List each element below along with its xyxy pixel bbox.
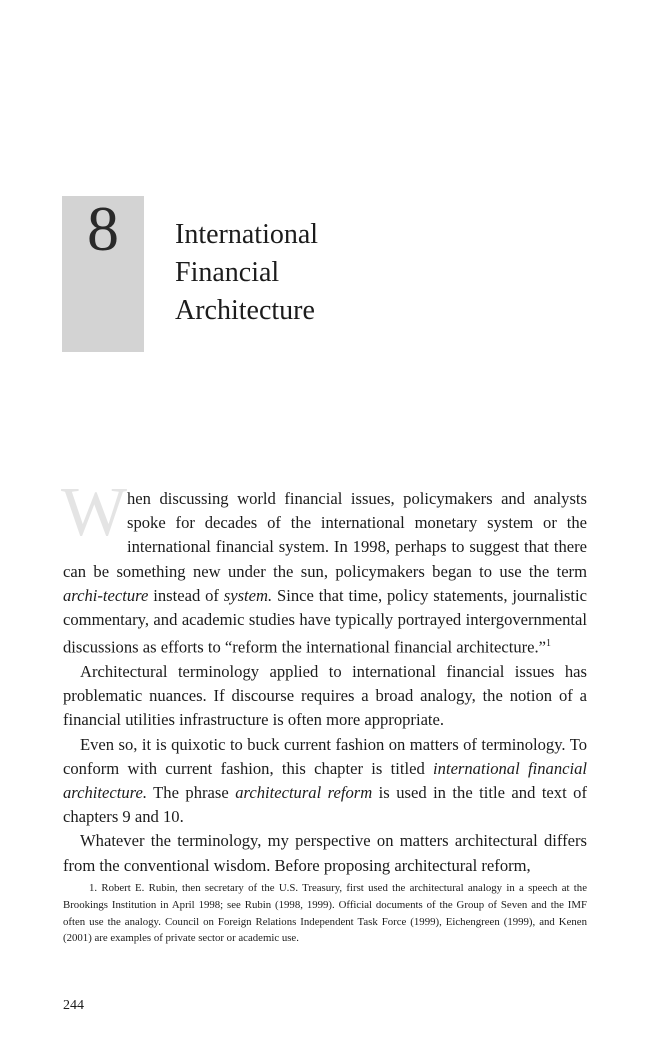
paragraph-1-text-b: instead of [148,585,224,605]
paragraph-1 [61,474,587,660]
paragraph-1-text-a: hen discussing world financial issues, policymakers and analysts spoke for decades of the international monetary system or the international financial system. In 1998, perhaps to suggest that there can be something new under the sun, policymakers began to use the term [63,489,587,581]
chapter-number-box [62,193,144,352]
chapter-title-line-2: Financial [175,257,280,288]
footnote: 1. Robert E. Rubin, then secretary of the U.S. Treasury, first used the architectural analogy in a speech at the Brookings Institution in April 1998; see Rubin (1998, 1999). Official documents of the Group of Seven and the IMF often use the analogy. Council on Foreign Relations Independent Task Force (1999), Eichengreen (1999), and Kenen (2001) are examples of private sector or academic use. [63,882,587,945]
body-text [61,474,587,878]
paragraph-3-text-c: is used in the title and text of chapters 9 and 10. [63,782,587,827]
paragraph-3-italic-1: international financial architecture. [63,758,587,802]
paragraph-3 [63,733,587,830]
drop-cap-letter: W [61,474,128,551]
drop-cap [61,474,128,551]
paragraph-3-text-a: Even so, it is quixotic to buck current fashion on matters of terminology. To conform with current fashion, this chapter is titled [63,734,587,778]
paragraph-1-text-c: Since that time, policy statements, journalistic commentary, and academic studies have typically portrayed intergovernmental discussions as efforts to “reform the international financial architecture.” [63,585,587,657]
paragraph-1-italic-2: system. [223,585,273,605]
paragraph-2: Architectural terminology applied to international financial issues has problematic nuances. If discourse requires a broad analogy, the notion of a financial utilities infrastructure is often more appropriate. [63,661,587,730]
chapter-title-line-1: International [175,219,319,250]
page-number: 244 [63,998,84,1013]
paragraph-3-text-b: The phrase [147,782,236,802]
footnote-reference: 1 [546,638,552,650]
chapter-number: 8 [87,193,119,264]
paragraph-1-italic-1: archi-tecture [63,585,149,605]
paragraph-3-italic-2: architectural reform [235,782,373,802]
chapter-title-line-3: Architecture [175,295,315,326]
chapter-title [175,216,318,330]
paragraph-4: Whatever the terminology, my perspective on matters architectural differs from the conventional wisdom. Before proposing architectural reform, [63,831,587,875]
